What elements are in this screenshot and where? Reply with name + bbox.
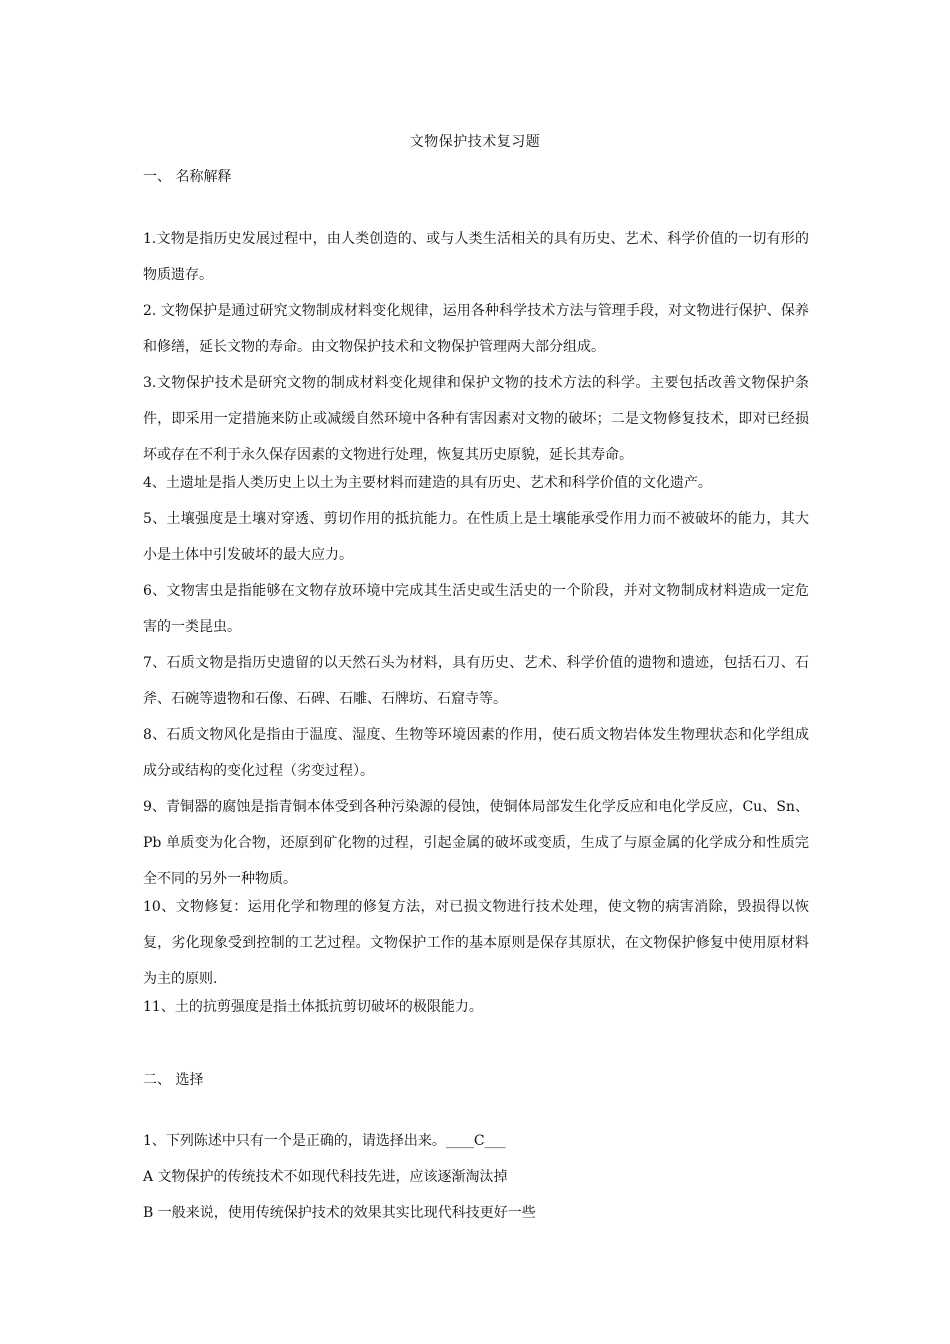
section-heading-definitions: 一、 名称解释	[143, 169, 232, 185]
section-heading-choice: 二、 选择	[143, 1072, 204, 1088]
definition-item: 11、土的抗剪强度是指土体抵抗剪切破坏的极限能力。	[143, 999, 483, 1015]
definition-item: 10、文物修复：运用化学和物理的修复方法，对已损文物进行技术处理，使文物的病害消除，毁损得以恢复，劣化现象受到控制的工艺过程。文物保护工作的基本原则是保存其原状，在文物保护修复中使用原材料为主的原则.	[143, 899, 809, 987]
definition-item: 5、土壤强度是土壤对穿透、剪切作用的抵抗能力。在性质上是土壤能承受作用力而不被破坏的能力，其大小是土体中引发破坏的最大应力。	[143, 511, 809, 563]
definition-item: 6、文物害虫是指能够在文物存放环境中完成其生活史或生活史的一个阶段，并对文物制成材料造成一定危害的一类昆虫。	[143, 583, 809, 635]
definition-item: 9、青铜器的腐蚀是指青铜本体受到各种污染源的侵蚀，使铜体局部发生化学反应和电化学反应，Cu、Sn、Pb 单质变为化合物，还原到矿化物的过程，引起金属的破坏或变质，生成了与原金属的化学成分和性质完全不同的另外一种物质。	[143, 799, 809, 887]
definition-item: 2. 文物保护是通过研究文物制成材料变化规律，运用各种科学技术方法与管理手段，对文物进行保护、保养和修缮，延长文物的寿命。由文物保护技术和文物保护管理两大部分组成。	[143, 303, 809, 355]
option-b: B 一般来说，使用传统保护技术的效果其实比现代科技更好一些	[143, 1205, 536, 1221]
definition-item: 1.文物是指历史发展过程中，由人类创造的、或与人类生活相关的具有历史、艺术、科学价值的一切有形的物质遗存。	[143, 231, 809, 283]
definition-item: 4、土遗址是指人类历史上以土为主要材料而建造的具有历史、艺术和科学价值的文化遗产。	[143, 475, 712, 491]
option-a: A 文物保护的传统技术不如现代科技先进，应该逐渐淘汰掉	[143, 1169, 508, 1185]
definition-item: 7、石质文物是指历史遗留的以天然石头为材料，具有历史、艺术、科学价值的遗物和遗迹，包括石刀、石斧、石碗等遗物和石像、石碑、石雕、石牌坊、石窟寺等。	[143, 655, 809, 707]
definition-item: 3.文物保护技术是研究文物的制成材料变化规律和保护文物的技术方法的科学。主要包括改善文物保护条件，即采用一定措施来防止或减缓自然环境中各种有害因素对文物的破坏；二是文物修复技术，即对已经损坏或存在不利于永久保存因素的文物进行处理，恢复其历史原貌，延长其寿命。	[143, 375, 809, 463]
question-1: 1、下列陈述中只有一个是正确的，请选择出来。____C___	[143, 1133, 506, 1149]
document-title: 文物保护技术复习题	[409, 134, 541, 150]
definition-item: 8、石质文物风化是指由于温度、湿度、生物等环境因素的作用，使石质文物岩体发生物理状态和化学组成成分或结构的变化过程（劣变过程）。	[143, 727, 809, 779]
